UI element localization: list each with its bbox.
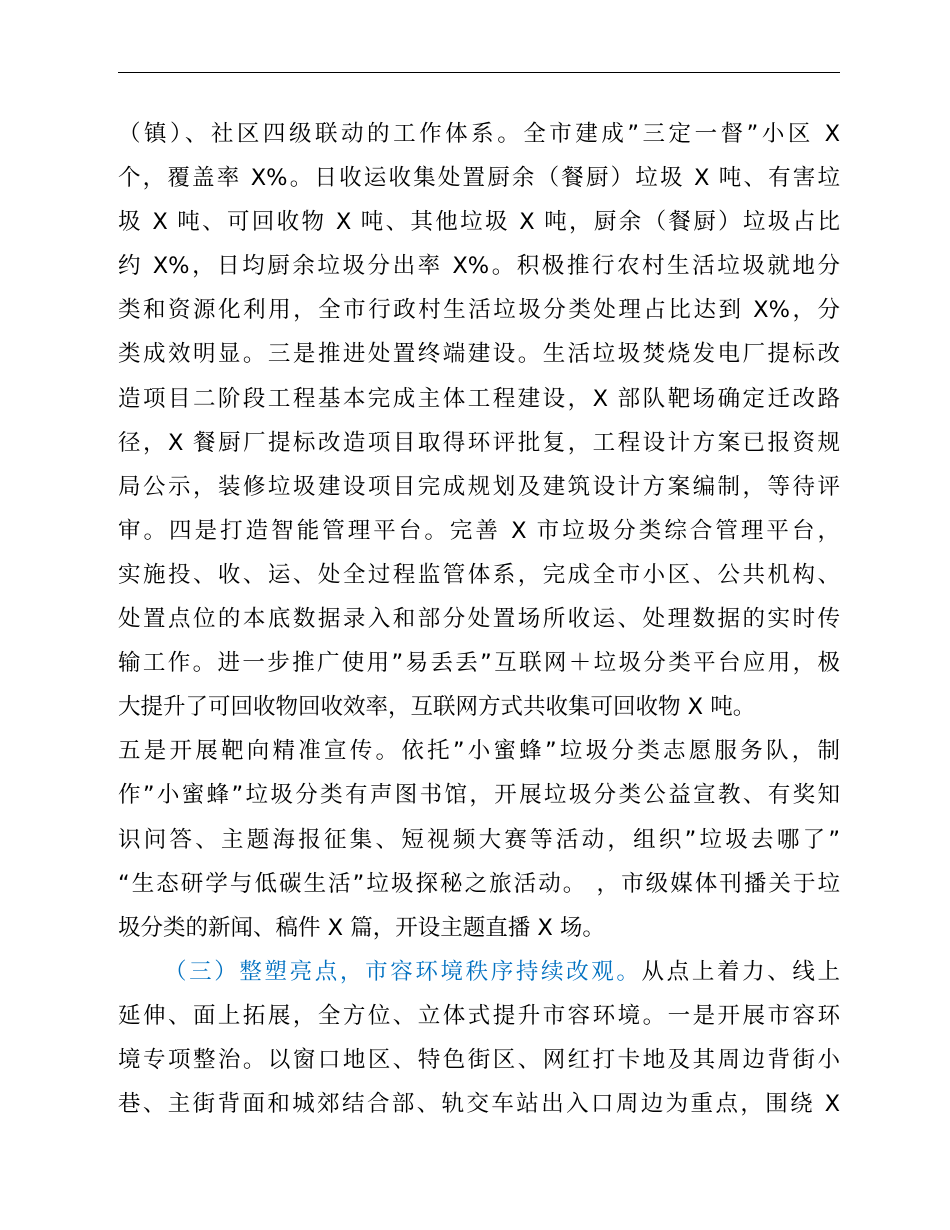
header-rule <box>118 72 840 73</box>
text-line: 局公示，装修垃圾建设项目完成规划及建筑设计方案编制，等待评 <box>118 473 840 500</box>
text-line: 输工作。进一步推广使用”易丢丢”互联网＋垃圾分类平台应用，极 <box>118 650 840 677</box>
text-line: 实施投、收、运、处全过程监管体系，完成全市小区、公共机构、 <box>118 561 840 588</box>
text-line: “生态研学与低碳生活”垃圾探秘之旅活动。 ，市级媒体刊播关于垃 <box>118 870 840 897</box>
text-line: 个，覆盖率 X%。日收运收集处置厨余（餐厨）垃圾 X 吨、有害垃 <box>118 165 840 192</box>
text-line: 径，X 餐厨厂提标改造项目取得环评批复，工程设计方案已报资规 <box>118 429 840 456</box>
text-line: 延伸、面上拓展，全方位、立体式提升市容环境。一是开展市容环 <box>118 1002 840 1029</box>
text-line: 审。四是打造智能管理平台。完善 X 市垃圾分类综合管理平台， <box>118 517 840 544</box>
text-line: 五是开展靶向精准宣传。依托”小蜜蜂”垃圾分类志愿服务队，制 <box>118 738 840 765</box>
text-line: 处置点位的本底数据录入和部分处置场所收运、处理数据的实时传 <box>118 606 840 633</box>
text-line: 约 X%，日均厨余垃圾分出率 X%。积极推行农村生活垃圾就地分 <box>118 253 840 280</box>
text-line: 识问答、主题海报征集、短视频大赛等活动，组织”垃圾去哪了” <box>118 826 840 853</box>
text-line: 类成效明显。三是推进处置终端建设。生活垃圾焚烧发电厂提标改 <box>118 341 840 368</box>
text-line: 圾 X 吨、可回收物 X 吨、其他垃圾 X 吨，厨余（餐厨）垃圾占比 <box>118 209 840 236</box>
text-line: 大提升了可回收物回收效率，互联网方式共收集可回收物 X 吨。 <box>118 694 756 721</box>
text-line: （镇）、社区四级联动的工作体系。全市建成”三定一督”小区 X <box>118 121 840 147</box>
section-heading-continuation: 从点上着力、线上 <box>641 958 840 985</box>
text-line: 造项目二阶段工程基本完成主体工程建设，X 部队靶场确定迁改路 <box>118 385 840 412</box>
section-heading: （三）整塑亮点，市容环境秩序持续改观。 <box>164 958 642 985</box>
section-heading-line <box>118 950 840 994</box>
text-line: 巷、主街背面和城郊结合部、轨交车站出入口周边为重点，围绕 X <box>118 1091 840 1118</box>
text-line: 作”小蜜蜂”垃圾分类有声图书馆，开展垃圾分类公益宣教、有奖知 <box>118 782 840 809</box>
text-line: 境专项整治。以窗口地区、特色街区、网红打卡地及其周边背街小 <box>118 1046 840 1073</box>
text-line: 圾分类的新闻、稿件 X 篇，开设主题直播 X 场。 <box>118 914 605 941</box>
text-line: 类和资源化利用，全市行政村生活垃圾分类处理占比达到 X%，分 <box>118 297 840 324</box>
body-text <box>118 112 840 1126</box>
